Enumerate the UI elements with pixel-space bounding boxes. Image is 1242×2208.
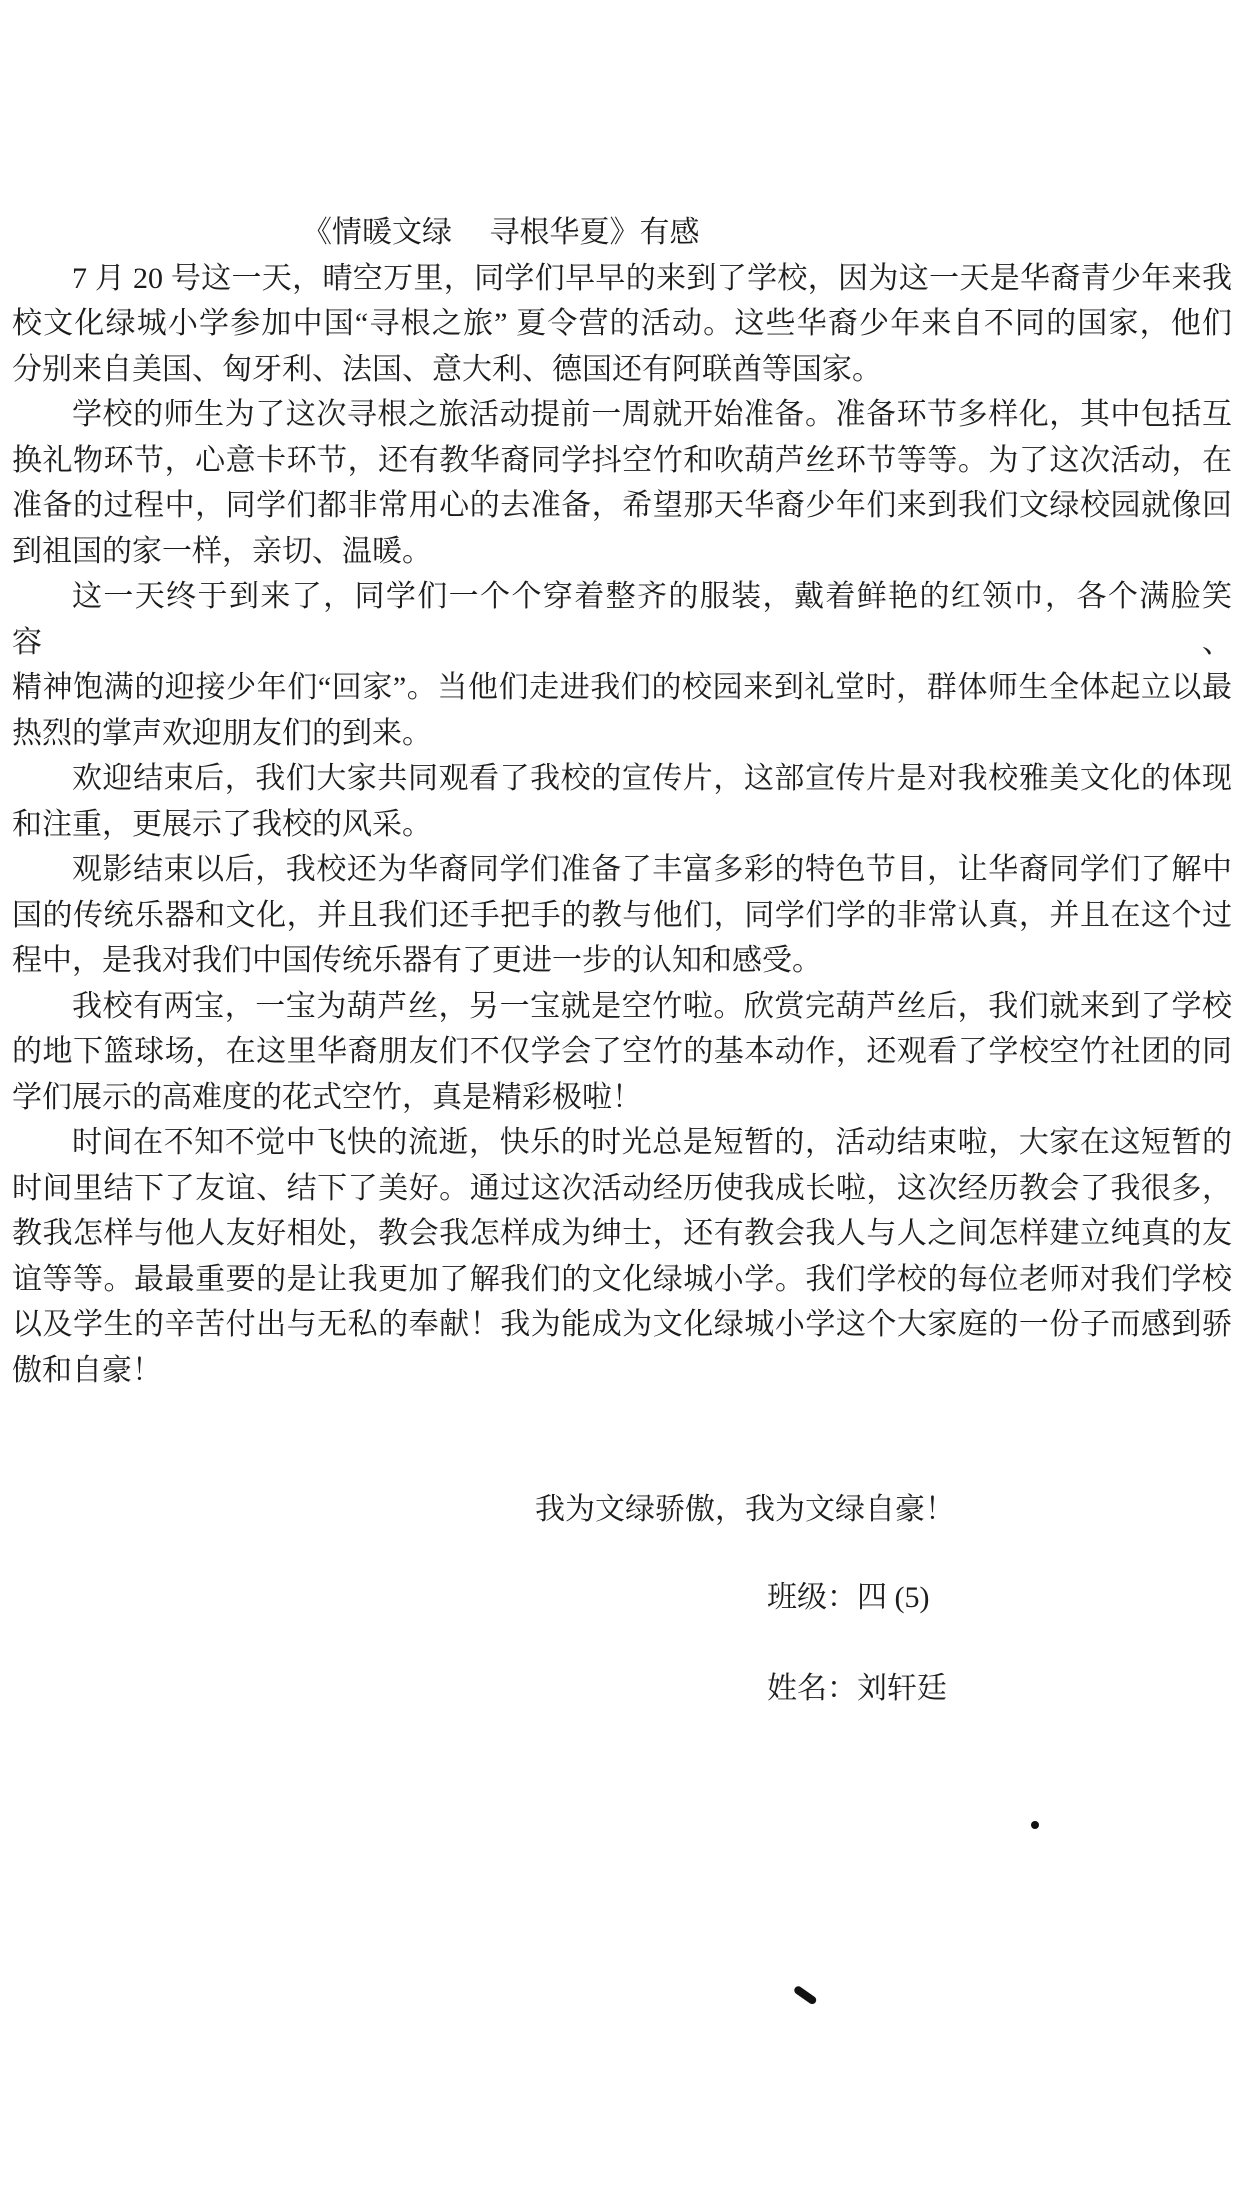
essay-paragraph (12, 1120, 1232, 1393)
essay-line: 教我怎样与他人友好相处，教会我怎样成为绅士，还有教会我人与人之间怎样建立纯真的友 (12, 1217, 1232, 1250)
essay-line: 热烈的掌声欢迎朋友们的到来。 (12, 716, 432, 750)
essay-line: 准备的过程中，同学们都非常用心的去准备，希望那天华裔少年们来到我们文绿校园就像回 (12, 489, 1232, 522)
essay-line: 以及学生的辛苦付出与无私的奉献！我为能成为文化绿城小学这个大家庭的一份子而感到骄 (12, 1308, 1232, 1341)
essay-line: 欢迎结束后，我们大家共同观看了我校的宣传片，这部宣传片是对我校雅美文化的体现 (72, 762, 1232, 795)
essay-line: 观影结束以后，我校还为华裔同学们准备了丰富多彩的特色节目，让华裔同学们了解中 (72, 853, 1232, 886)
essay-line: 这一天终于到来了，同学们一个个穿着整齐的服装，戴着鲜艳的红领巾，各个满脸笑容、 (12, 580, 1232, 659)
essay-line: 傲和自豪！ (12, 1353, 162, 1387)
essay-line: 时间里结下了友谊、结下了美好。通过这次活动经历使我成长啦，这次经历教会了我很多， (12, 1171, 1232, 1205)
essay-line: 换礼物环节，心意卡环节，还有教华裔同学抖空竹和吹葫芦丝环节等等。为了这次活动，在 (12, 443, 1232, 477)
essay-line: 分别来自美国、匈牙利、法国、意大利、德国还有阿联酋等国家。 (12, 352, 882, 386)
essay-line: 学们展示的高难度的花式空竹，真是精彩极啦！ (12, 1080, 642, 1114)
essay-line: 校文化绿城小学参加中国“寻根之旅” 夏令营的活动。这些华裔少年来自不同的国家，他们 (12, 307, 1232, 340)
essay-line: 7 月 20 号这一天，晴空万里，同学们早早的来到了学校，因为这一天是华裔青少年来我 (72, 261, 1232, 295)
essay-paragraph (12, 392, 1232, 574)
essay-line: 国的传统乐器和文化，并且我们还手把手的教与他们，同学们学的非常认真，并且在这个过 (12, 898, 1232, 932)
closing-slogan: 我为文绿骄傲，我为文绿自豪！ (535, 1493, 955, 1526)
essay-line: 到祖国的家一样，亲切、温暖。 (12, 534, 432, 568)
essay-line: 谊等等。最最重要的是让我更加了解我们的文化绿城小学。我们学校的每位老师对我们学校 (12, 1262, 1232, 1296)
essay-paragraph (12, 756, 1232, 847)
essay-line: 程中，是我对我们中国传统乐器有了更进一步的认知和感受。 (12, 944, 822, 977)
ink-dot-mark (1031, 1821, 1039, 1829)
essay-paragraph (12, 574, 1232, 756)
essay-paragraph (12, 984, 1232, 1121)
essay-line: 和注重，更展示了我校的风采。 (12, 807, 432, 841)
name-line: 姓名：刘轩廷 (767, 1672, 947, 1705)
essay-paragraph (12, 256, 1232, 393)
pen-stroke-mark (793, 1985, 818, 2006)
essay-line: 时间在不知不觉中飞快的流逝，快乐的时光总是短暂的，活动结束啦，大家在这短暂的 (72, 1126, 1232, 1159)
class-line: 班级：四 (5) (767, 1580, 930, 1614)
essay-line: 精神饱满的迎接少年们“回家”。当他们走进我们的校园来到礼堂时，群体师生全体起立以最 (12, 671, 1232, 704)
essay-line: 学校的师生为了这次寻根之旅活动提前一周就开始准备。准备环节多样化，其中包括互 (72, 398, 1232, 431)
essay-title: 《情暖文绿 寻根华夏》有感 (302, 216, 700, 249)
essay-line: 的地下篮球场，在这里华裔朋友们不仅学会了空竹的基本动作，还观看了学校空竹社团的同 (12, 1035, 1232, 1068)
essay-paragraph (12, 847, 1232, 984)
essay-line: 我校有两宝，一宝为葫芦丝，另一宝就是空竹啦。欣赏完葫芦丝后，我们就来到了学校 (72, 989, 1232, 1023)
